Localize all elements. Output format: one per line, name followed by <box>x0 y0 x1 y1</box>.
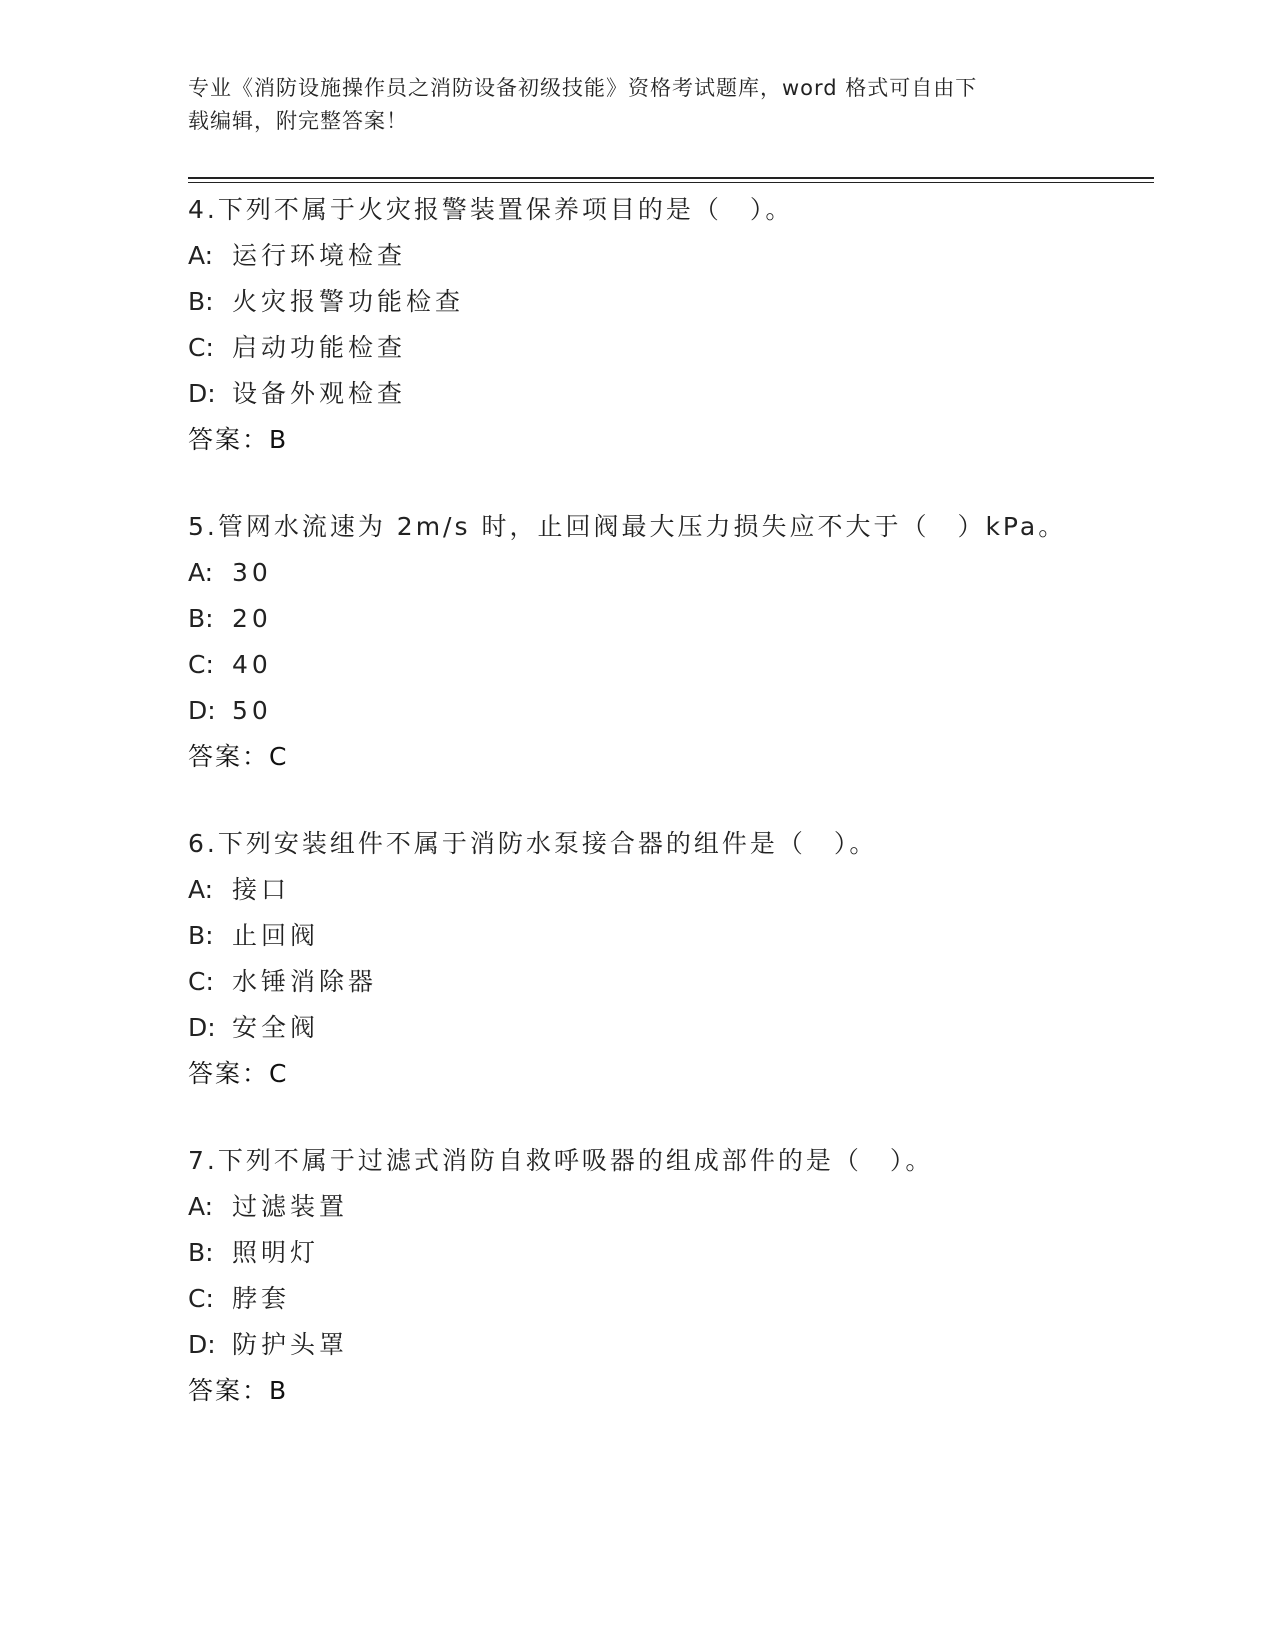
answer-label: 答案： <box>188 425 270 454</box>
option-d <box>188 696 1148 726</box>
question-4 <box>188 195 1148 455</box>
option-d <box>188 1330 1148 1360</box>
option-a <box>188 1192 1148 1222</box>
option-a <box>188 241 1148 271</box>
option-d <box>188 1013 1148 1043</box>
option-text: 20 <box>232 604 272 633</box>
option-letter: A: <box>188 1192 214 1221</box>
option-a <box>188 558 1148 588</box>
option-c <box>188 967 1148 997</box>
option-letter: C: <box>188 333 214 362</box>
option-d <box>188 379 1148 409</box>
option-text: 设备外观检查 <box>232 379 407 408</box>
question-stem: 5.管网水流速为 2m/s 时，止回阀最大压力损失应不大于（ ）kPa。 <box>188 512 1067 541</box>
option-a <box>188 875 1148 905</box>
option-letter: B: <box>188 604 214 633</box>
option-text: 脖套 <box>232 1284 291 1313</box>
option-text: 水锤消除器 <box>232 967 378 996</box>
option-text: 接口 <box>232 875 291 904</box>
header-line-1: 专业《消防设施操作员之消防设备初级技能》资格考试题库，word 格式可自由下 <box>188 76 978 100</box>
answer-line <box>188 1376 1148 1406</box>
option-letter: A: <box>188 558 214 587</box>
answer-label: 答案： <box>188 1376 270 1405</box>
answer-value: B <box>269 425 287 454</box>
option-text: 40 <box>232 650 272 679</box>
option-letter: D: <box>188 379 216 408</box>
option-b <box>188 604 1148 634</box>
option-text: 安全阀 <box>232 1013 320 1042</box>
answer-line <box>188 425 1148 455</box>
option-c <box>188 1284 1148 1314</box>
option-text: 火灾报警功能检查 <box>232 287 465 316</box>
answer-label: 答案： <box>188 742 270 771</box>
question-stem: 6.下列安装组件不属于消防水泵接合器的组件是（ ）。 <box>188 829 878 858</box>
option-letter: B: <box>188 1238 214 1267</box>
option-letter: A: <box>188 875 214 904</box>
option-text: 30 <box>232 558 272 587</box>
option-letter: C: <box>188 1284 214 1313</box>
option-b <box>188 1238 1148 1268</box>
header-divider-thin <box>188 182 1154 183</box>
option-b <box>188 287 1148 317</box>
answer-line <box>188 742 1148 772</box>
question-7 <box>188 1146 1148 1406</box>
question-stem: 7.下列不属于过滤式消防自救呼吸器的组成部件的是（ ）。 <box>188 1146 934 1175</box>
document-header <box>188 72 1078 138</box>
option-letter: A: <box>188 241 214 270</box>
answer-value: C <box>269 742 287 771</box>
answer-line <box>188 1059 1148 1089</box>
option-letter: D: <box>188 1013 216 1042</box>
option-letter: D: <box>188 696 216 725</box>
answer-label: 答案： <box>188 1059 270 1088</box>
header-line-2: 载编辑，附完整答案！ <box>188 109 408 133</box>
option-c <box>188 333 1148 363</box>
option-letter: C: <box>188 650 214 679</box>
question-5 <box>188 512 1148 772</box>
header-divider-thick <box>188 177 1154 179</box>
answer-value: B <box>269 1376 287 1405</box>
option-c <box>188 650 1148 680</box>
option-text: 过滤装置 <box>232 1192 349 1221</box>
option-letter: C: <box>188 967 214 996</box>
option-text: 防护头罩 <box>232 1330 349 1359</box>
option-text: 启动功能检查 <box>232 333 407 362</box>
option-text: 运行环境检查 <box>232 241 407 270</box>
option-letter: D: <box>188 1330 216 1359</box>
question-stem: 4.下列不属于火灾报警装置保养项目的是（ ）。 <box>188 195 794 224</box>
option-text: 照明灯 <box>232 1238 320 1267</box>
option-b <box>188 921 1148 951</box>
option-letter: B: <box>188 921 214 950</box>
question-6 <box>188 829 1148 1089</box>
option-text: 止回阀 <box>232 921 320 950</box>
option-letter: B: <box>188 287 214 316</box>
answer-value: C <box>269 1059 287 1088</box>
option-text: 50 <box>232 696 272 725</box>
